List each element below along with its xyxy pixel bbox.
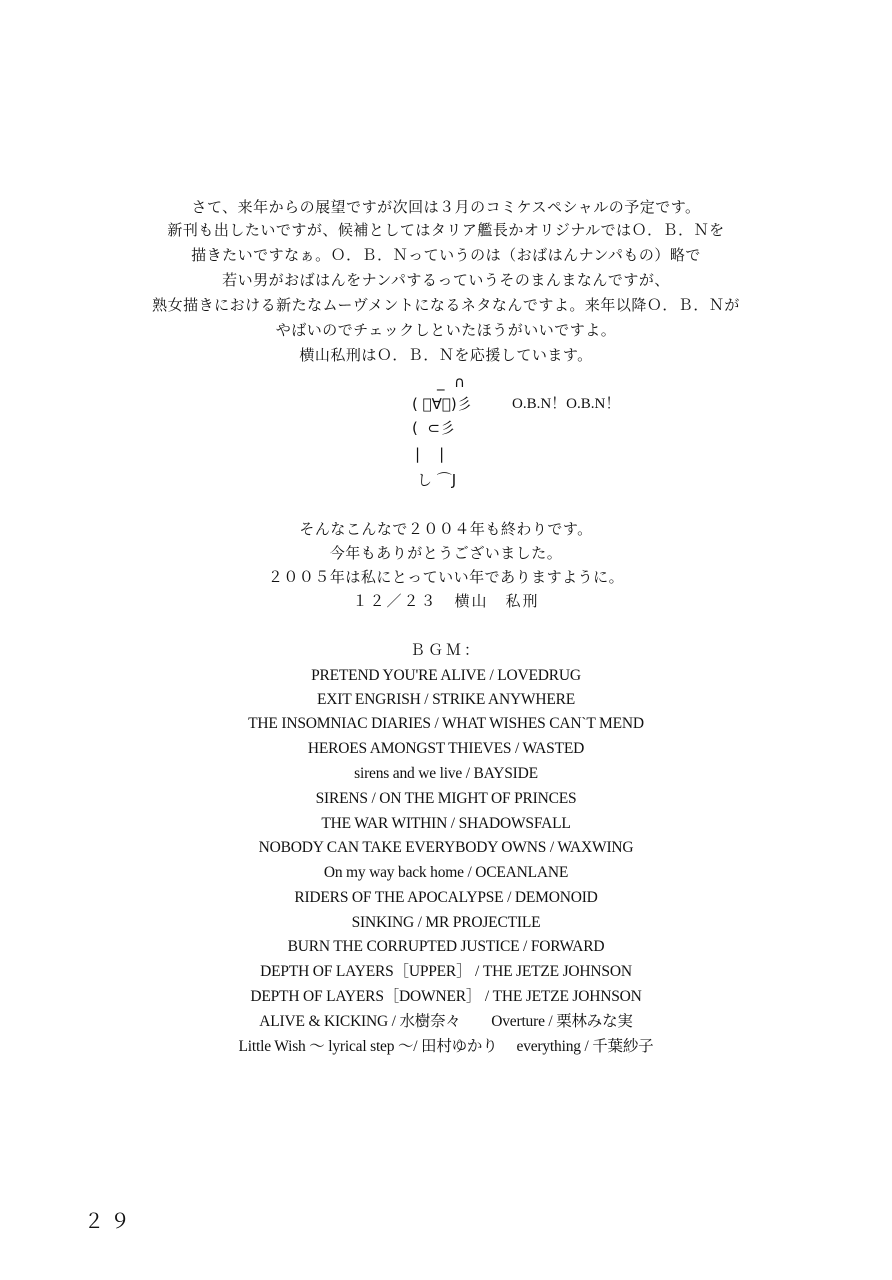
bgm-track: EXIT ENGRISH / STRIKE ANYWHERE (316, 691, 576, 708)
bgm-track: PRETEND YOU'RE ALIVE / LOVEDRUG (311, 667, 581, 684)
closing-line: 今年もありがとうございました。 (329, 544, 563, 562)
afterword-line: 熟女描きにおける新たなムーヴメントになるネタなんですよ。来年以降Ｏ．Ｂ．Ｎが (152, 296, 740, 314)
afterword-line: 新刊も出したいですが、候補としてはタリア艦長かオリジナルではＯ．Ｂ．Ｎを (167, 221, 725, 239)
ascii-art-line: _ ∩ (437, 373, 466, 391)
bgm-track: DEPTH OF LAYERS［UPPER］ / THE JETZE JOHNSON (260, 963, 632, 980)
ascii-art-shout: O.B.N！O.B.N！ (512, 396, 621, 412)
bgm-track: Little Wish ～ lyrical step ～/ 田村ゆかり everything / 千葉紗子 (238, 1038, 654, 1055)
afterword-line: やばいのでチェックしといたほうがいいですよ。 (275, 321, 617, 339)
afterword-line: 若い男がおばはんをナンパするっていうそのまんまなんですが、 (222, 271, 670, 289)
bgm-track: SINKING / MR PROJECTILE (351, 914, 541, 931)
bgm-track: SIRENS / ON THE MIGHT OF PRINCES (315, 790, 577, 807)
ascii-art-line: | | (415, 445, 445, 463)
bgm-track: ALIVE & KICKING / 水樹奈々 Overture / 栗林みな実 (259, 1013, 633, 1030)
bgm-track: THE WAR WITHIN / SHADOWSFALL (321, 815, 571, 832)
afterword-line: さて、来年からの展望ですが次回は３月のコミケスペシャルの予定です。 (191, 198, 701, 216)
bgm-heading: ＢＧＭ： (409, 641, 482, 659)
bgm-track: BURN THE CORRUPTED JUSTICE / FORWARD (287, 938, 605, 955)
afterword-line: 横山私刑はＯ．Ｂ．Ｎを応援しています。 (299, 346, 593, 364)
ascii-art-line: し ⌒J (417, 471, 457, 489)
ascii-art-line: ( ﾟ∀ﾟ)彡 (412, 395, 472, 413)
closing-line: そんなこんなで２００４年も終わりです。 (299, 520, 593, 538)
bgm-track: HEROES AMONGST THIEVES / WASTED (307, 740, 585, 757)
bgm-track: sirens and we live / BAYSIDE (354, 765, 538, 782)
bgm-track: RIDERS OF THE APOCALYPSE / DEMONOID (294, 889, 598, 906)
closing-line: ２００５年は私にとっていい年でありますように。 (267, 568, 625, 586)
signature-date: １２／２３ 横山 私刑 (352, 592, 540, 610)
page-number: ２９ (84, 1209, 136, 1233)
afterword-line: 描きたいですなぁ。Ｏ．Ｂ．Ｎっていうのは（おばはんナンパもの）略で (191, 246, 701, 264)
bgm-track: THE INSOMNIAC DIARIES / WHAT WISHES CAN`T MEND (248, 715, 644, 732)
bgm-track: DEPTH OF LAYERS［DOWNER］ / THE JETZE JOHNSON (250, 988, 642, 1005)
ascii-art-line: ( ⊂彡 (412, 419, 455, 437)
bgm-track: NOBODY CAN TAKE EVERYBODY OWNS / WAXWING (258, 839, 634, 856)
bgm-track: On my way back home / OCEANLANE (323, 864, 569, 881)
